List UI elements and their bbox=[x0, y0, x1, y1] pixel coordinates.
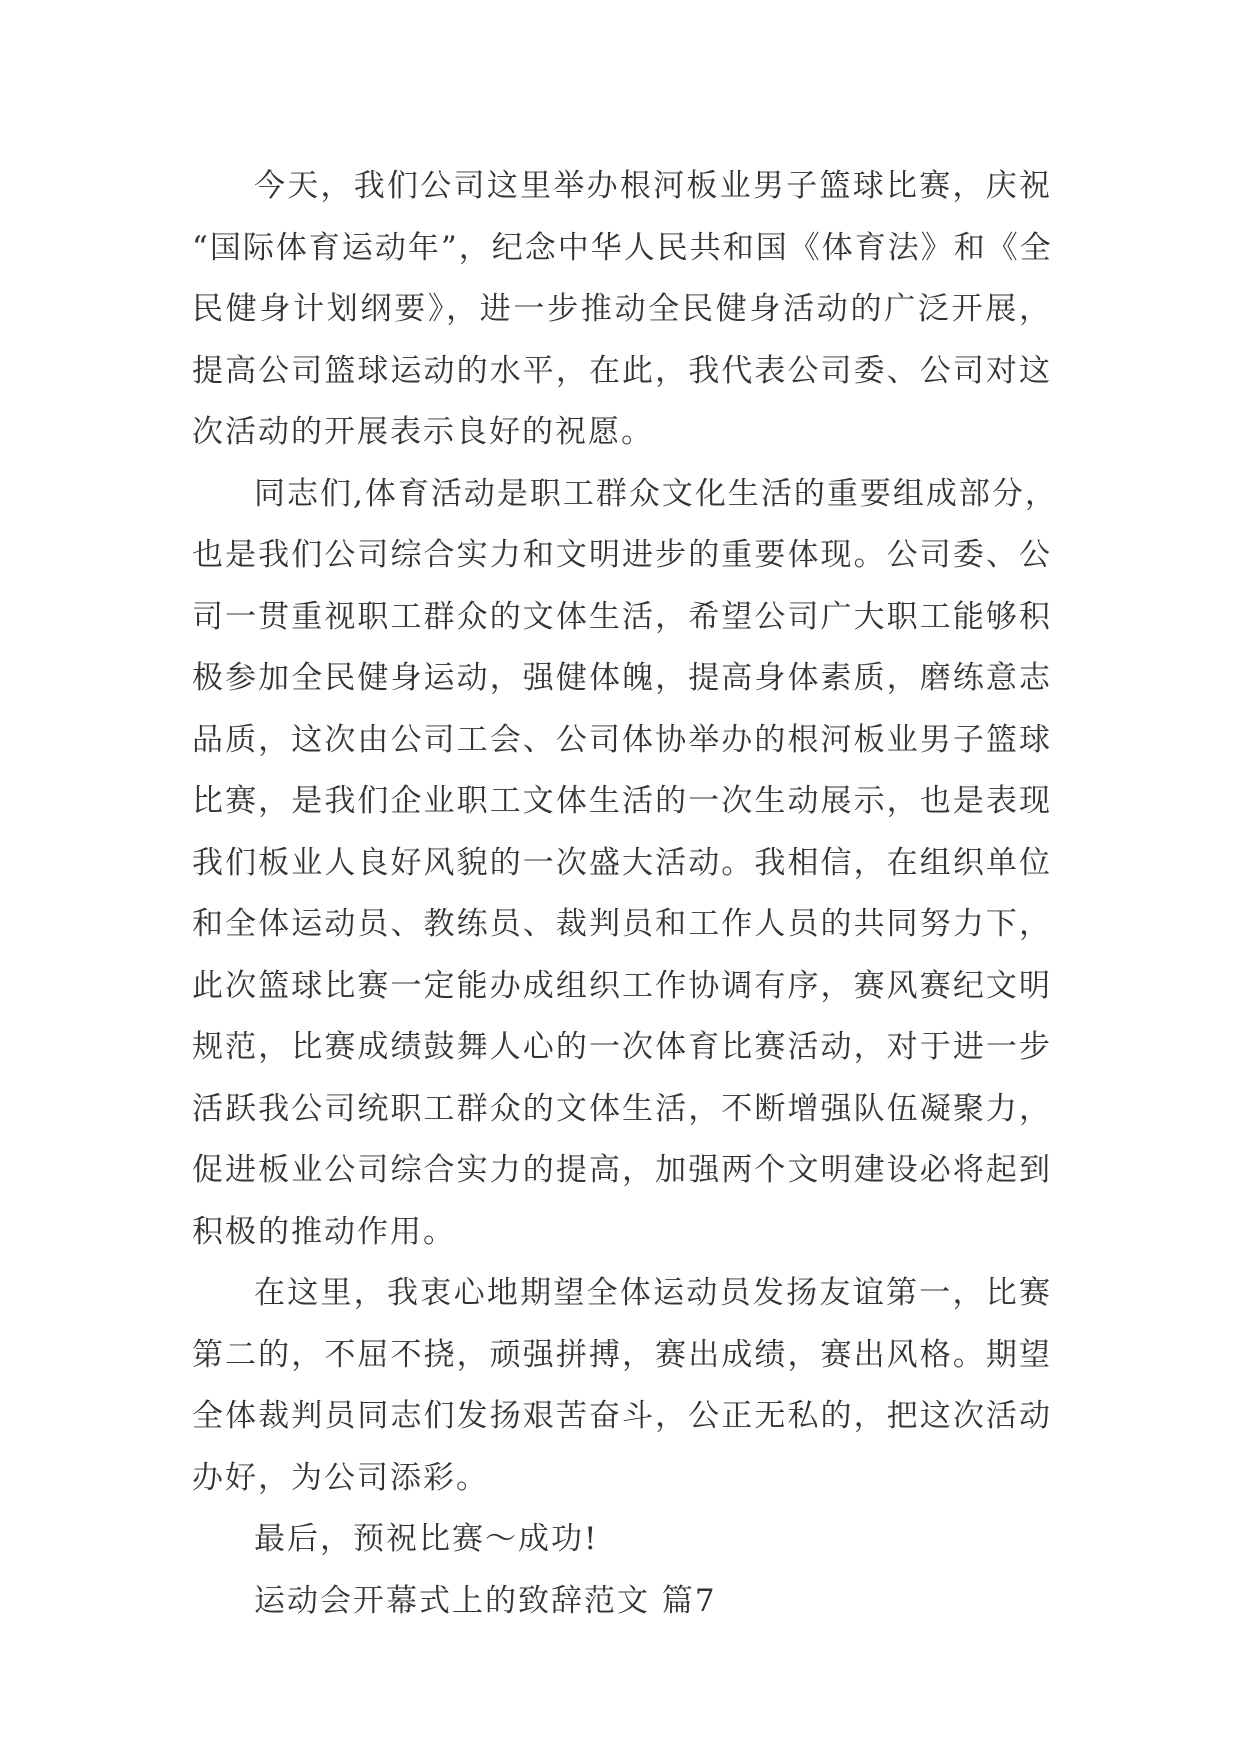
text-line: 提高公司篮球运动的水平，在此，我代表公司委、公司对这 bbox=[192, 352, 1052, 389]
text-line: 规范，比赛成绩鼓舞人心的一次体育比赛活动，对于进一步 bbox=[192, 1029, 1052, 1065]
text-line: 民健身计划纲要》，进一步推动全民健身活动的广泛开展， bbox=[192, 291, 1052, 327]
paragraph-3 bbox=[192, 1263, 1052, 1509]
text-line: 积极的推动作用。 bbox=[192, 1213, 456, 1250]
text-line: 和全体运动员、教练员、裁判员和工作人员的共同努力下， bbox=[192, 906, 1052, 942]
paragraph-1 bbox=[192, 156, 1052, 464]
text-line: 极参加全民健身运动，强健体魄，提高身体素质，磨练意志 bbox=[192, 660, 1052, 696]
text-line: 第二的，不屈不挠，顽强拼搏，赛出成绩，赛出风格。期望 bbox=[192, 1336, 1052, 1373]
text-line: 全体裁判员同志们发扬艰苦奋斗，公正无私的，把这次活动 bbox=[192, 1398, 1052, 1434]
text-line: 在这里，我衷心地期望全体运动员发扬友谊第一，比赛 bbox=[254, 1275, 1052, 1311]
text-line: 司一贯重视职工群众的文体生活，希望公司广大职工能够积 bbox=[192, 598, 1052, 635]
text-line: 品质，这次由公司工会、公司体协举办的根河板业男子篮球 bbox=[192, 721, 1052, 758]
text-line: 活跃我公司统职工群众的文体生活，不断增强队伍凝聚力， bbox=[192, 1090, 1052, 1127]
text-line: 我们板业人良好风貌的一次盛大活动。我相信，在组织单位 bbox=[192, 844, 1052, 881]
section-heading bbox=[192, 1571, 1052, 1633]
text-line: 办好，为公司添彩。 bbox=[192, 1459, 489, 1496]
text-line: 比赛，是我们企业职工文体生活的一次生动展示，也是表现 bbox=[192, 783, 1052, 819]
text-line: 今天，我们公司这里举办根河板业男子篮球比赛，庆祝 bbox=[254, 168, 1052, 204]
text-line: 也是我们公司综合实力和文明进步的重要体现。公司委、公 bbox=[192, 537, 1052, 573]
text-line: 同志们,体育活动是职工群众文化生活的重要组成部分， bbox=[254, 475, 1058, 512]
paragraph-4 bbox=[192, 1509, 1052, 1571]
text-line: 促进板业公司综合实力的提高，加强两个文明建设必将起到 bbox=[192, 1152, 1052, 1188]
text-line: 最后，预祝比赛～成功! bbox=[254, 1521, 599, 1557]
text-line: 此次篮球比赛一定能办成组织工作协调有序，赛风赛纪文明 bbox=[192, 967, 1052, 1004]
paragraph-2 bbox=[192, 464, 1058, 1264]
text-line: “国际体育运动年”，纪念中华人民共和国《体育法》和《全 bbox=[192, 229, 1053, 266]
document-page bbox=[192, 156, 1058, 1632]
text-line: 次活动的开展表示良好的祝愿。 bbox=[192, 414, 654, 450]
text-line: 运动会开幕式上的致辞范文 篇7 bbox=[254, 1582, 717, 1619]
